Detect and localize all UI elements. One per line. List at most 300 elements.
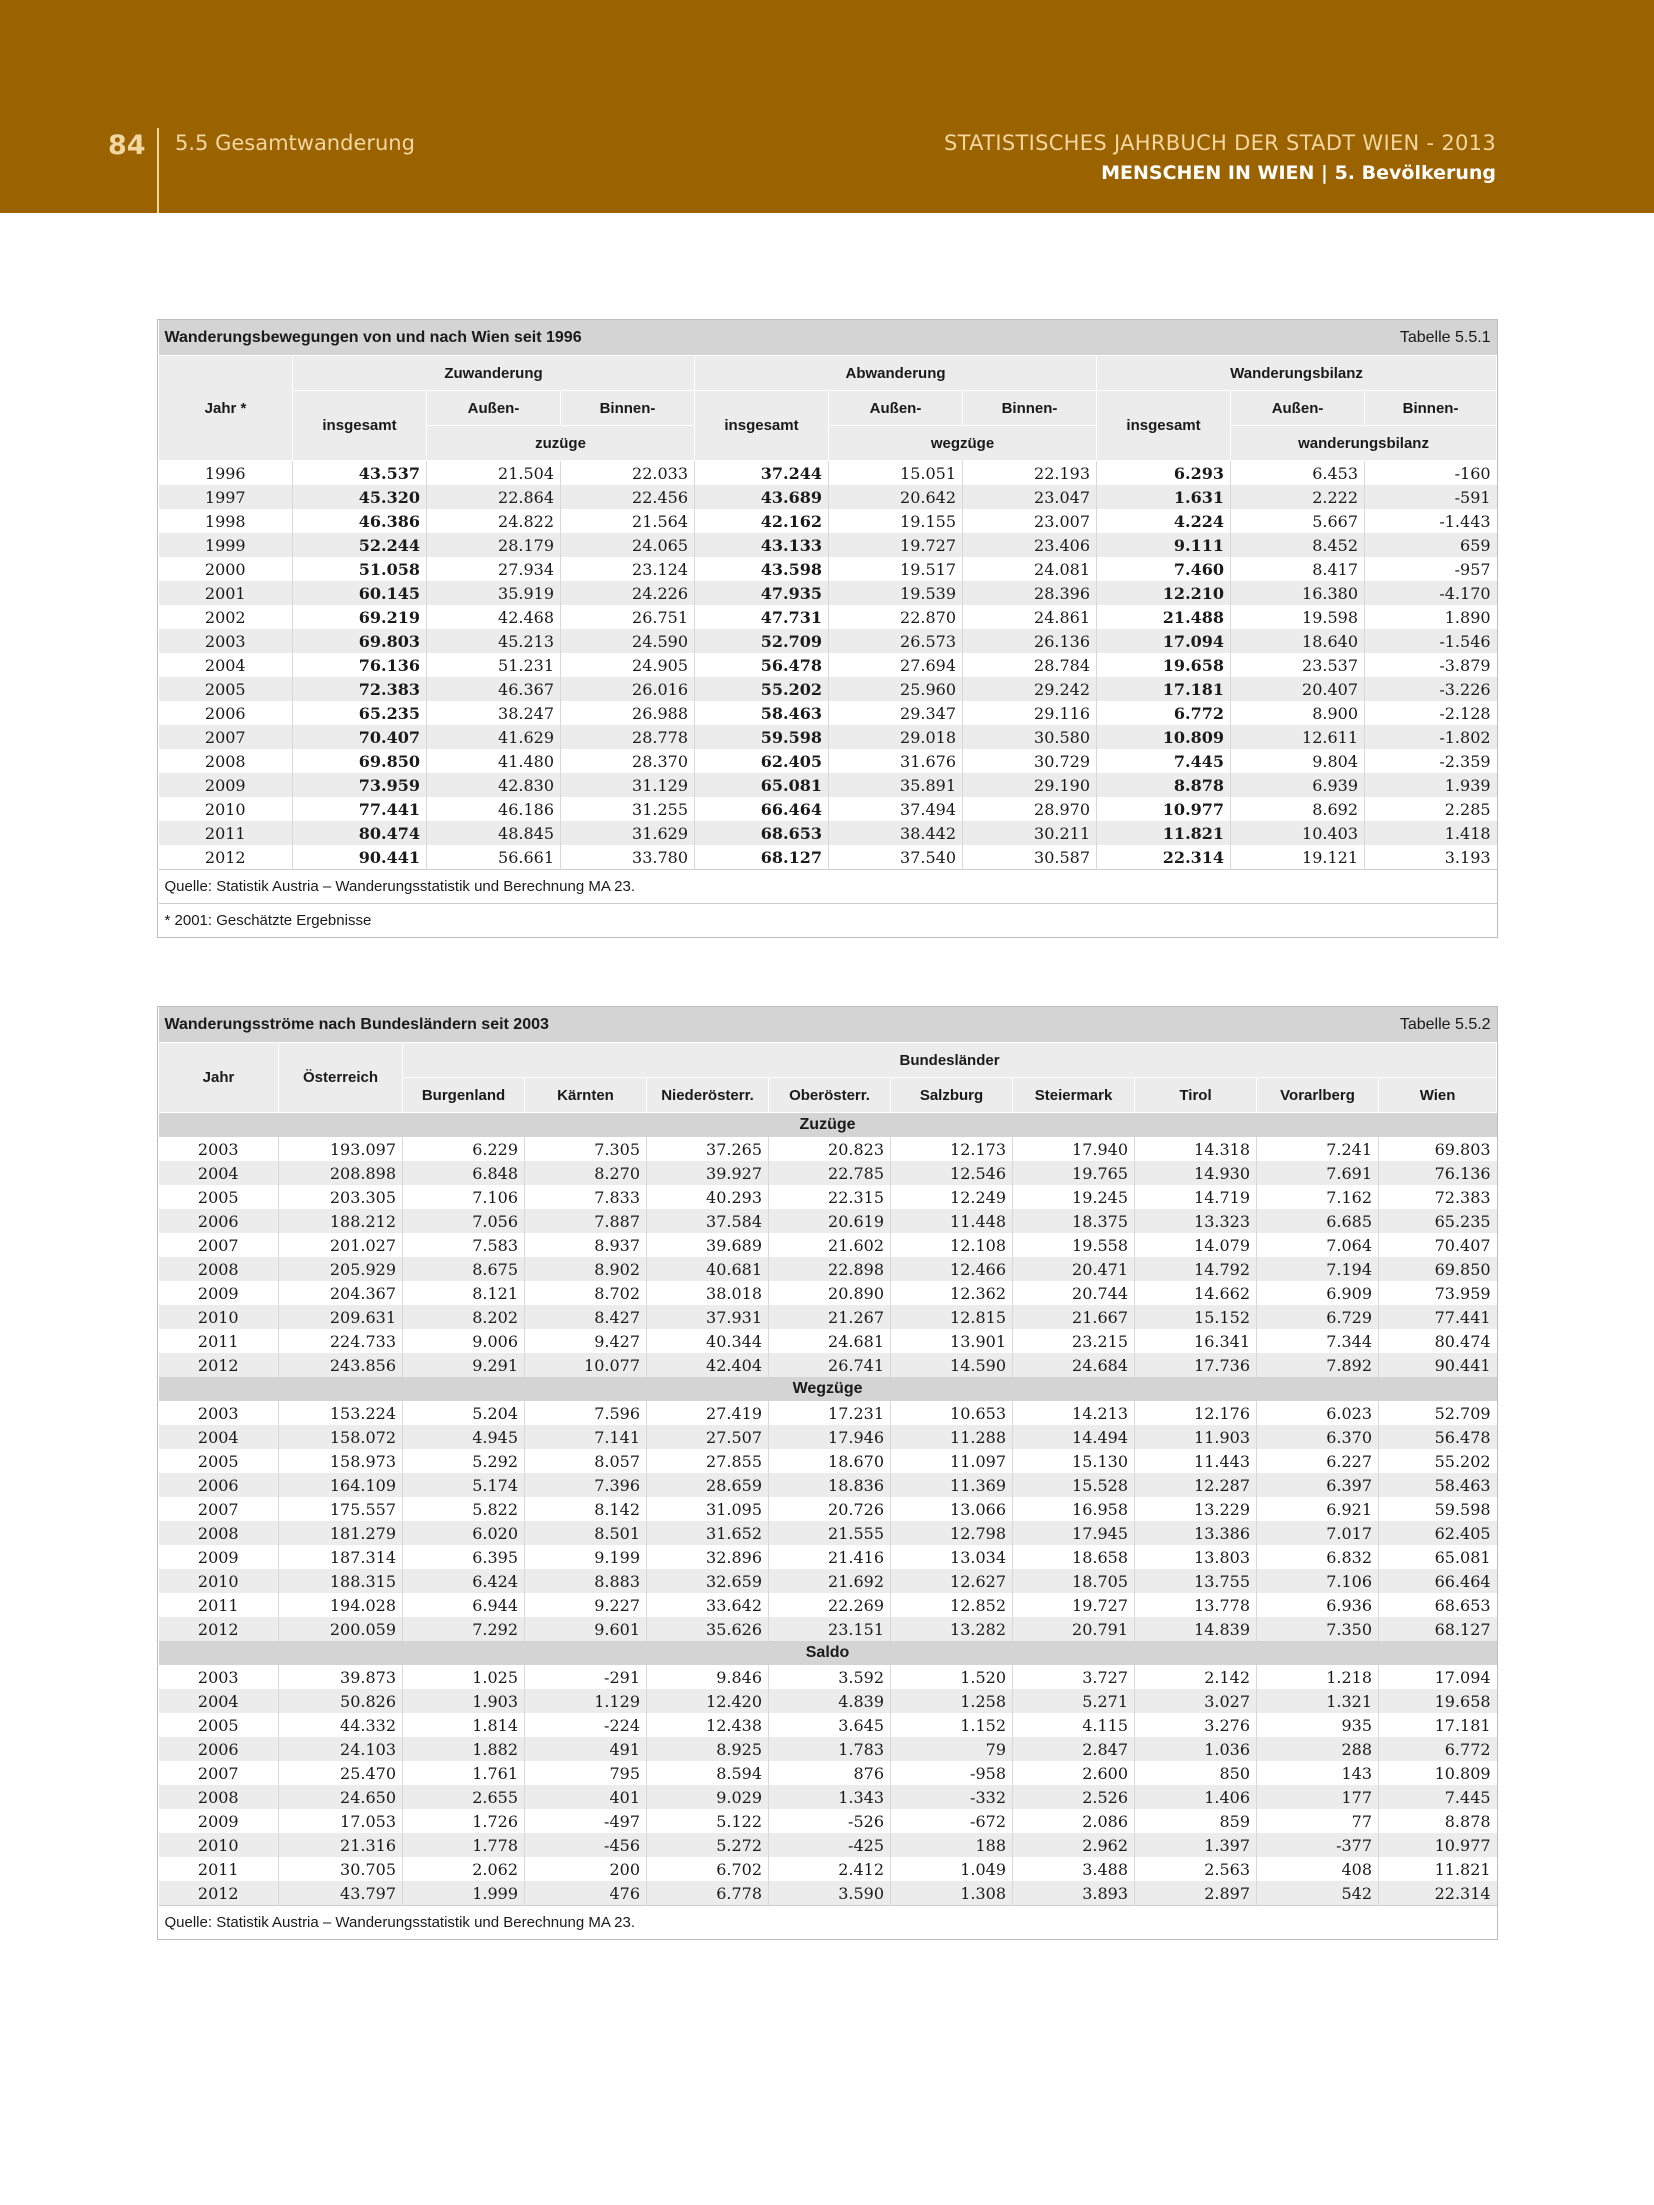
value-cell: 9.427 xyxy=(525,1329,647,1353)
value-cell: 22.314 xyxy=(1097,845,1231,870)
value-cell: 8.675 xyxy=(403,1257,525,1281)
value-cell: 77.441 xyxy=(1379,1305,1497,1329)
table-row xyxy=(159,1425,1497,1449)
year-cell: 2000 xyxy=(204,559,246,579)
value-cell: 4.115 xyxy=(1013,1713,1135,1737)
value-cell: 15.130 xyxy=(1013,1449,1135,1473)
value-cell: 14.213 xyxy=(1013,1401,1135,1425)
year-cell: 2009 xyxy=(159,1545,279,1569)
value-cell: 12.798 xyxy=(891,1521,1013,1545)
value-cell: 12.546 xyxy=(891,1161,1013,1185)
value-cell: -672 xyxy=(891,1809,1013,1833)
value-cell: 14.494 xyxy=(1013,1425,1135,1449)
value-cell: 13.901 xyxy=(891,1329,1013,1353)
value-cell: 8.702 xyxy=(525,1281,647,1305)
value-cell: 31.095 xyxy=(647,1497,769,1521)
value-cell: 35.891 xyxy=(829,773,963,797)
value-cell: 6.227 xyxy=(1257,1449,1379,1473)
col-header-abwanderung: Abwanderung xyxy=(695,356,1097,391)
value-cell: 29.190 xyxy=(963,773,1097,797)
value-cell: 12.611 xyxy=(1231,725,1365,749)
table-row xyxy=(159,1257,1497,1281)
table-row xyxy=(159,773,1497,797)
value-cell: 8.878 xyxy=(1097,773,1231,797)
col-header-state: Burgenland xyxy=(403,1078,525,1113)
value-cell: 16.958 xyxy=(1013,1497,1135,1521)
value-cell: 10.403 xyxy=(1231,821,1365,845)
year-cell: 2009 xyxy=(197,1811,239,1831)
table-title: Wanderungsströme nach Bundesländern seit 2003 xyxy=(159,1007,1135,1043)
value-cell: 18.658 xyxy=(1013,1545,1135,1569)
value-cell: 38.018 xyxy=(647,1281,769,1305)
value-cell: 13.323 xyxy=(1135,1209,1257,1233)
value-cell: 69.219 xyxy=(293,605,427,629)
value-cell: 46.186 xyxy=(427,797,561,821)
value-cell: 153.224 xyxy=(279,1401,403,1425)
value-cell: 12.362 xyxy=(891,1281,1013,1305)
year-cell: 2007 xyxy=(197,1235,239,1255)
year-cell: 2010 xyxy=(159,1833,279,1857)
footer-row xyxy=(159,870,1497,904)
value-cell: 20.407 xyxy=(1231,677,1365,701)
value-cell: 17.053 xyxy=(279,1809,403,1833)
value-cell: 14.839 xyxy=(1135,1617,1257,1641)
year-cell: 2008 xyxy=(159,1257,279,1281)
value-cell: 14.590 xyxy=(891,1353,1013,1377)
value-cell: 24.590 xyxy=(561,629,695,653)
value-cell: 30.211 xyxy=(963,821,1097,845)
table-row xyxy=(159,1569,1497,1593)
value-cell: 24.103 xyxy=(279,1737,403,1761)
value-cell: 6.020 xyxy=(403,1521,525,1545)
value-cell: 43.133 xyxy=(695,533,829,557)
table-row xyxy=(159,1809,1497,1833)
value-cell: 6.772 xyxy=(1379,1737,1497,1761)
year-cell: 2006 xyxy=(159,1473,279,1497)
value-cell: 31.255 xyxy=(561,797,695,821)
value-cell: 1.049 xyxy=(891,1857,1013,1881)
year-cell: 2011 xyxy=(159,1593,279,1617)
value-cell: -591 xyxy=(1365,485,1497,509)
value-cell: 1.397 xyxy=(1135,1833,1257,1857)
value-cell: 26.751 xyxy=(561,605,695,629)
value-cell: 20.823 xyxy=(769,1137,891,1161)
value-cell: 8.925 xyxy=(647,1737,769,1761)
value-cell: 35.919 xyxy=(427,581,561,605)
col-header-oesterreich: Österreich xyxy=(279,1043,403,1113)
value-cell: 24.684 xyxy=(1013,1353,1135,1377)
value-cell: 72.383 xyxy=(1379,1185,1497,1209)
value-cell: 12.852 xyxy=(891,1593,1013,1617)
value-cell: 9.199 xyxy=(525,1545,647,1569)
value-cell: 6.936 xyxy=(1257,1593,1379,1617)
value-cell: 22.898 xyxy=(769,1257,891,1281)
value-cell: 4.839 xyxy=(769,1689,891,1713)
value-cell: -425 xyxy=(769,1833,891,1857)
value-cell: 876 xyxy=(769,1761,891,1785)
table-row xyxy=(159,485,1497,509)
value-cell: 19.517 xyxy=(829,557,963,581)
table-row xyxy=(159,1305,1497,1329)
value-cell: 22.033 xyxy=(561,461,695,486)
value-cell: 28.179 xyxy=(427,533,561,557)
value-cell: 8.878 xyxy=(1379,1809,1497,1833)
table-row xyxy=(159,1449,1497,1473)
table-row xyxy=(159,1833,1497,1857)
value-cell: 1.778 xyxy=(403,1833,525,1857)
value-cell: 55.202 xyxy=(695,677,829,701)
value-cell: 7.305 xyxy=(525,1137,647,1161)
section-title: 5.5 Gesamtwanderung xyxy=(175,131,415,155)
value-cell: 7.460 xyxy=(1097,557,1231,581)
value-cell: 58.463 xyxy=(1379,1473,1497,1497)
value-cell: -3.226 xyxy=(1365,677,1497,701)
year-cell: 2006 xyxy=(159,1209,279,1233)
year-cell: 2003 xyxy=(197,1667,239,1687)
col-header-state: Kärnten xyxy=(525,1078,647,1113)
table-row xyxy=(159,1689,1497,1713)
value-cell: 1.939 xyxy=(1365,773,1497,797)
value-cell: -291 xyxy=(525,1665,647,1689)
value-cell: 7.141 xyxy=(525,1425,647,1449)
value-cell: 401 xyxy=(525,1785,647,1809)
value-cell: 24.226 xyxy=(561,581,695,605)
value-cell: 194.028 xyxy=(279,1593,403,1617)
value-cell: 73.959 xyxy=(293,773,427,797)
value-cell: 23.151 xyxy=(769,1617,891,1641)
year-cell: 2010 xyxy=(159,1305,279,1329)
value-cell: 19.658 xyxy=(1097,653,1231,677)
value-cell: 20.619 xyxy=(769,1209,891,1233)
value-cell: 42.468 xyxy=(427,605,561,629)
value-cell: 203.305 xyxy=(279,1185,403,1209)
col-header-aussen: Außen- xyxy=(427,391,561,426)
value-cell: 21.316 xyxy=(279,1833,403,1857)
value-cell: 15.528 xyxy=(1013,1473,1135,1497)
value-cell: -332 xyxy=(891,1785,1013,1809)
value-cell: 21.555 xyxy=(769,1521,891,1545)
value-cell: 188.212 xyxy=(279,1209,403,1233)
value-cell: 14.318 xyxy=(1135,1137,1257,1161)
value-cell: 1.882 xyxy=(403,1737,525,1761)
col-header-aussen: Außen- xyxy=(829,391,963,426)
value-cell: 29.018 xyxy=(829,725,963,749)
value-cell: 1.406 xyxy=(1135,1785,1257,1809)
year-cell: 2007 xyxy=(159,725,293,749)
value-cell: 52.709 xyxy=(1379,1401,1497,1425)
value-cell: 23.007 xyxy=(963,509,1097,533)
migration-table-1996 xyxy=(158,320,1497,937)
value-cell: -3.879 xyxy=(1365,653,1497,677)
value-cell: 28.784 xyxy=(963,653,1097,677)
year-cell: 2012 xyxy=(204,847,246,867)
value-cell: 12.249 xyxy=(891,1185,1013,1209)
value-cell: 11.821 xyxy=(1379,1857,1497,1881)
value-cell: 38.442 xyxy=(829,821,963,845)
value-cell: 7.583 xyxy=(403,1233,525,1257)
value-cell: 77 xyxy=(1257,1809,1379,1833)
table-row xyxy=(159,1233,1497,1257)
value-cell: 1.999 xyxy=(403,1881,525,1906)
value-cell: 2.600 xyxy=(1013,1761,1135,1785)
value-cell: 76.136 xyxy=(293,653,427,677)
value-cell: 491 xyxy=(525,1737,647,1761)
table-row xyxy=(159,1353,1497,1377)
value-cell: 8.142 xyxy=(525,1497,647,1521)
table-row xyxy=(159,1593,1497,1617)
table-row xyxy=(159,461,1497,486)
value-cell: 43.537 xyxy=(293,461,427,486)
value-cell: 90.441 xyxy=(1379,1353,1497,1377)
table-row xyxy=(159,557,1497,581)
value-cell: 6.293 xyxy=(1097,461,1231,486)
value-cell: 6.229 xyxy=(403,1137,525,1161)
value-cell: 16.341 xyxy=(1135,1329,1257,1353)
table-row xyxy=(159,629,1497,653)
value-cell: 56.478 xyxy=(695,653,829,677)
value-cell: 6.685 xyxy=(1257,1209,1379,1233)
value-cell: -497 xyxy=(525,1809,647,1833)
col-header-insgesamt: insgesamt xyxy=(293,391,427,461)
value-cell: 39.689 xyxy=(647,1233,769,1257)
value-cell: 68.127 xyxy=(695,845,829,870)
value-cell: -160 xyxy=(1365,461,1497,486)
value-cell: 2.962 xyxy=(1013,1833,1135,1857)
value-cell: 22.864 xyxy=(427,485,561,509)
group-label: Wegzüge xyxy=(159,1377,1497,1401)
value-cell: 41.480 xyxy=(427,749,561,773)
value-cell: 19.765 xyxy=(1013,1161,1135,1185)
value-cell: 12.420 xyxy=(647,1689,769,1713)
value-cell: 7.833 xyxy=(525,1185,647,1209)
page-header xyxy=(0,0,1654,213)
value-cell: 9.601 xyxy=(525,1617,647,1641)
value-cell: 65.081 xyxy=(1379,1545,1497,1569)
value-cell: 13.229 xyxy=(1135,1497,1257,1521)
value-cell: 1.726 xyxy=(403,1809,525,1833)
value-cell: 62.405 xyxy=(695,749,829,773)
value-cell: 56.478 xyxy=(1379,1425,1497,1449)
value-cell: 209.631 xyxy=(279,1305,403,1329)
value-cell: 37.584 xyxy=(647,1209,769,1233)
year-cell: 2002 xyxy=(204,607,246,627)
value-cell: 188 xyxy=(891,1833,1013,1857)
value-cell: 4.224 xyxy=(1097,509,1231,533)
value-cell: 14.930 xyxy=(1135,1161,1257,1185)
table-row xyxy=(159,677,1497,701)
value-cell: 16.380 xyxy=(1231,581,1365,605)
col-header-zuwanderung: Zuwanderung xyxy=(293,356,695,391)
year-cell: 1999 xyxy=(159,533,293,557)
value-cell: 6.778 xyxy=(647,1881,769,1906)
value-cell: 80.474 xyxy=(293,821,427,845)
value-cell: 13.755 xyxy=(1135,1569,1257,1593)
col-header-year: Jahr xyxy=(159,1043,279,1113)
value-cell: 10.653 xyxy=(891,1401,1013,1425)
value-cell: 70.407 xyxy=(293,725,427,749)
year-cell: 2007 xyxy=(159,1497,279,1521)
value-cell: 30.580 xyxy=(963,725,1097,749)
value-cell: 66.464 xyxy=(1379,1569,1497,1593)
value-cell: 3.193 xyxy=(1365,845,1497,870)
value-cell: 205.929 xyxy=(279,1257,403,1281)
value-cell: 1.258 xyxy=(891,1689,1013,1713)
group-label: Saldo xyxy=(159,1641,1497,1665)
value-cell: -2.359 xyxy=(1365,749,1497,773)
value-cell: 1.343 xyxy=(769,1785,891,1809)
value-cell: 65.081 xyxy=(695,773,829,797)
table-row xyxy=(159,653,1497,677)
value-cell: 42.404 xyxy=(647,1353,769,1377)
value-cell: 187.314 xyxy=(279,1545,403,1569)
value-cell: 51.231 xyxy=(427,653,561,677)
value-cell: 9.846 xyxy=(647,1665,769,1689)
value-cell: 42.830 xyxy=(427,773,561,797)
value-cell: 12.287 xyxy=(1135,1473,1257,1497)
value-cell: 12.627 xyxy=(891,1569,1013,1593)
col-header-zuzuege: zuzüge xyxy=(427,426,695,461)
value-cell: 7.241 xyxy=(1257,1137,1379,1161)
value-cell: -4.170 xyxy=(1365,581,1497,605)
value-cell: 55.202 xyxy=(1379,1449,1497,1473)
col-header-binnen: Binnen- xyxy=(963,391,1097,426)
value-cell: 7.596 xyxy=(525,1401,647,1425)
value-cell: 7.106 xyxy=(1257,1569,1379,1593)
value-cell: 39.873 xyxy=(279,1665,403,1689)
value-cell: 8.937 xyxy=(525,1233,647,1257)
value-cell: 62.405 xyxy=(1379,1521,1497,1545)
value-cell: 13.778 xyxy=(1135,1593,1257,1617)
value-cell: 30.729 xyxy=(963,749,1097,773)
value-cell: 18.705 xyxy=(1013,1569,1135,1593)
year-cell: 2011 xyxy=(197,1331,239,1351)
value-cell: 6.729 xyxy=(1257,1305,1379,1329)
value-cell: -958 xyxy=(891,1761,1013,1785)
value-cell: 17.736 xyxy=(1135,1353,1257,1377)
value-cell: -1.443 xyxy=(1365,509,1497,533)
value-cell: 52.709 xyxy=(695,629,829,653)
value-cell: 17.094 xyxy=(1379,1665,1497,1689)
col-header-state: Oberösterr. xyxy=(769,1078,891,1113)
table-number: Tabelle 5.5.1 xyxy=(1097,320,1497,356)
value-cell: 19.727 xyxy=(829,533,963,557)
value-cell: 27.694 xyxy=(829,653,963,677)
value-cell: 31.652 xyxy=(647,1521,769,1545)
table-row xyxy=(159,821,1497,845)
table-row xyxy=(159,1785,1497,1809)
value-cell: 11.448 xyxy=(891,1209,1013,1233)
value-cell: 10.809 xyxy=(1379,1761,1497,1785)
value-cell: 7.292 xyxy=(403,1617,525,1641)
value-cell: 11.288 xyxy=(891,1425,1013,1449)
table-title: Wanderungsbewegungen von und nach Wien seit 1996 xyxy=(159,320,1097,356)
year-cell: 2012 xyxy=(159,1617,279,1641)
year-cell: 2004 xyxy=(159,1161,279,1185)
value-cell: 7.396 xyxy=(525,1473,647,1497)
value-cell: 935 xyxy=(1257,1713,1379,1737)
value-cell: 13.386 xyxy=(1135,1521,1257,1545)
value-cell: 59.598 xyxy=(695,725,829,749)
table-row xyxy=(159,509,1497,533)
value-cell: 73.959 xyxy=(1379,1281,1497,1305)
value-cell: 2.062 xyxy=(403,1857,525,1881)
table-row xyxy=(159,1857,1497,1881)
value-cell: 1.025 xyxy=(403,1665,525,1689)
value-cell: 9.006 xyxy=(403,1329,525,1353)
value-cell: 2.285 xyxy=(1365,797,1497,821)
value-cell: 46.367 xyxy=(427,677,561,701)
value-cell: 80.474 xyxy=(1379,1329,1497,1353)
value-cell: 7.344 xyxy=(1257,1329,1379,1353)
value-cell: 39.927 xyxy=(647,1161,769,1185)
value-cell: 32.659 xyxy=(647,1569,769,1593)
value-cell: 65.235 xyxy=(1379,1209,1497,1233)
value-cell: 5.204 xyxy=(403,1401,525,1425)
value-cell: 1.631 xyxy=(1097,485,1231,509)
value-cell: 10.977 xyxy=(1379,1833,1497,1857)
value-cell: 24.081 xyxy=(963,557,1097,581)
value-cell: 12.815 xyxy=(891,1305,1013,1329)
value-cell: 21.488 xyxy=(1097,605,1231,629)
value-cell: 18.375 xyxy=(1013,1209,1135,1233)
value-cell: 7.887 xyxy=(525,1209,647,1233)
table-row xyxy=(159,1881,1497,1906)
value-cell: 68.653 xyxy=(695,821,829,845)
table-source: Quelle: Statistik Austria – Wanderungsstatistik und Berechnung MA 23. xyxy=(159,1906,1497,1940)
group-label: Zuzüge xyxy=(159,1113,1497,1138)
year-cell: 1996 xyxy=(204,463,246,483)
value-cell: 33.780 xyxy=(561,845,695,870)
value-cell: 31.129 xyxy=(561,773,695,797)
value-cell: 3.645 xyxy=(769,1713,891,1737)
value-cell: 30.705 xyxy=(279,1857,403,1881)
value-cell: 37.265 xyxy=(647,1137,769,1161)
value-cell: 5.122 xyxy=(647,1809,769,1833)
value-cell: 12.466 xyxy=(891,1257,1013,1281)
value-cell: 22.870 xyxy=(829,605,963,629)
value-cell: 20.726 xyxy=(769,1497,891,1521)
value-cell: 65.235 xyxy=(293,701,427,725)
value-cell: 5.272 xyxy=(647,1833,769,1857)
value-cell: 24.822 xyxy=(427,509,561,533)
value-cell: 45.320 xyxy=(293,485,427,509)
value-cell: 12.173 xyxy=(891,1137,1013,1161)
value-cell: 143 xyxy=(1257,1761,1379,1785)
value-cell: 188.315 xyxy=(279,1569,403,1593)
table-row xyxy=(159,1497,1497,1521)
value-cell: 33.642 xyxy=(647,1593,769,1617)
table-row xyxy=(159,1521,1497,1545)
value-cell: 19.558 xyxy=(1013,1233,1135,1257)
value-cell: 20.890 xyxy=(769,1281,891,1305)
year-cell: 2003 xyxy=(159,1401,279,1425)
value-cell: 47.935 xyxy=(695,581,829,605)
table-row xyxy=(159,581,1497,605)
value-cell: 8.900 xyxy=(1231,701,1365,725)
group-row xyxy=(159,1113,1497,1138)
table-row xyxy=(159,749,1497,773)
col-header-wegzuege: wegzüge xyxy=(829,426,1097,461)
value-cell: 476 xyxy=(525,1881,647,1906)
value-cell: 77.441 xyxy=(293,797,427,821)
value-cell: 243.856 xyxy=(279,1353,403,1377)
value-cell: 38.247 xyxy=(427,701,561,725)
col-header-aussen: Außen- xyxy=(1231,391,1365,426)
value-cell: 19.155 xyxy=(829,509,963,533)
value-cell: 2.222 xyxy=(1231,485,1365,509)
value-cell: 6.832 xyxy=(1257,1545,1379,1569)
col-header-state: Tirol xyxy=(1135,1078,1257,1113)
